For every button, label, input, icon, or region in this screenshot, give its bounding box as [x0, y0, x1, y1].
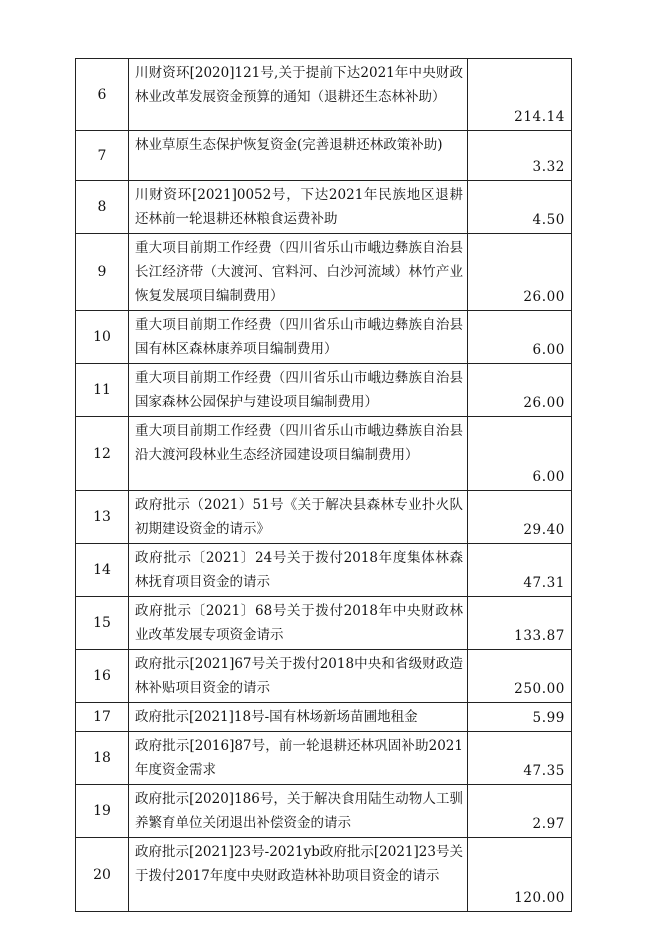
row-number: 11 [76, 364, 129, 417]
row-item-description: 政府批示（2021）51号《关于解决县森林专业扑火队初期建设资金的请示》 [129, 491, 468, 544]
table-row [76, 364, 572, 417]
row-item-description: 政府批示[2021]67号关于拨付2018中央和省级财政造林补贴项目资金的请示 [129, 650, 468, 703]
table-row [76, 597, 572, 650]
table-row [76, 131, 572, 181]
row-item-description: 重大项目前期工作经费（四川省乐山市峨边彝族自治县国家森林公园保护与建设项目编制费用） [129, 364, 468, 417]
row-amount: 47.31 [468, 544, 572, 597]
row-number: 13 [76, 491, 129, 544]
table-row [76, 838, 572, 912]
row-amount: 2.97 [468, 785, 572, 838]
row-amount: 47.35 [468, 732, 572, 785]
row-item-description: 政府批示[2016]87号，前一轮退耕还林巩固补助2021年度资金需求 [129, 732, 468, 785]
row-item-description: 政府批示[2021]18号-国有林场新场苗圃地租金 [129, 703, 468, 732]
row-number: 6 [76, 59, 129, 131]
row-item-description: 川财资环[2020]121号,关于提前下达2021年中央财政林业改革发展资金预算的通知（退耕还生态林补助） [129, 59, 468, 131]
row-item-description: 林业草原生态保护恢复资金(完善退耕还林政策补助) [129, 131, 468, 181]
row-amount: 6.00 [468, 311, 572, 364]
row-amount: 3.32 [468, 131, 572, 181]
row-number: 7 [76, 131, 129, 181]
row-item-description: 重大项目前期工作经费（四川省乐山市峨边彝族自治县长江经济带（大渡河、官料河、白沙河流域）林竹产业恢复发展项目编制费用） [129, 234, 468, 311]
row-amount: 250.00 [468, 650, 572, 703]
row-number: 9 [76, 234, 129, 311]
funding-table [75, 58, 572, 912]
table-row [76, 311, 572, 364]
row-number: 14 [76, 544, 129, 597]
row-number: 8 [76, 181, 129, 234]
funding-table-body [76, 59, 572, 912]
table-row [76, 785, 572, 838]
row-item-description: 重大项目前期工作经费（四川省乐山市峨边彝族自治县沿大渡河段林业生态经济园建设项目编制费用） [129, 417, 468, 491]
table-row [76, 181, 572, 234]
table-row [76, 417, 572, 491]
table-row [76, 59, 572, 131]
table-row [76, 491, 572, 544]
row-item-description: 川财资环[2021]0052号，下达2021年民族地区退耕还林前一轮退耕还林粮食运费补助 [129, 181, 468, 234]
row-number: 12 [76, 417, 129, 491]
row-amount: 133.87 [468, 597, 572, 650]
row-amount: 120.00 [468, 838, 572, 912]
row-amount: 5.99 [468, 703, 572, 732]
row-item-description: 政府批示〔2021〕24号关于拨付2018年度集体林森林抚育项目资金的请示 [129, 544, 468, 597]
row-number: 15 [76, 597, 129, 650]
row-amount: 29.40 [468, 491, 572, 544]
row-number: 16 [76, 650, 129, 703]
row-item-description: 政府批示[2021]23号-2021yb政府批示[2021]23号关于拨付2017年度中央财政造林补助项目资金的请示 [129, 838, 468, 912]
row-number: 20 [76, 838, 129, 912]
row-amount: 4.50 [468, 181, 572, 234]
table-row [76, 650, 572, 703]
table-row [76, 703, 572, 732]
row-amount: 26.00 [468, 234, 572, 311]
row-item-description: 政府批示〔2021〕68号关于拨付2018年中央财政林业改革发展专项资金请示 [129, 597, 468, 650]
row-amount: 214.14 [468, 59, 572, 131]
row-number: 18 [76, 732, 129, 785]
table-row [76, 234, 572, 311]
row-number: 17 [76, 703, 129, 732]
row-item-description: 政府批示[2020]186号，关于解决食用陆生动物人工驯养繁育单位关闭退出补偿资金的请示 [129, 785, 468, 838]
row-amount: 26.00 [468, 364, 572, 417]
row-amount: 6.00 [468, 417, 572, 491]
row-number: 10 [76, 311, 129, 364]
row-number: 19 [76, 785, 129, 838]
table-row [76, 732, 572, 785]
table-row [76, 544, 572, 597]
row-item-description: 重大项目前期工作经费（四川省乐山市峨边彝族自治县国有林区森林康养项目编制费用） [129, 311, 468, 364]
